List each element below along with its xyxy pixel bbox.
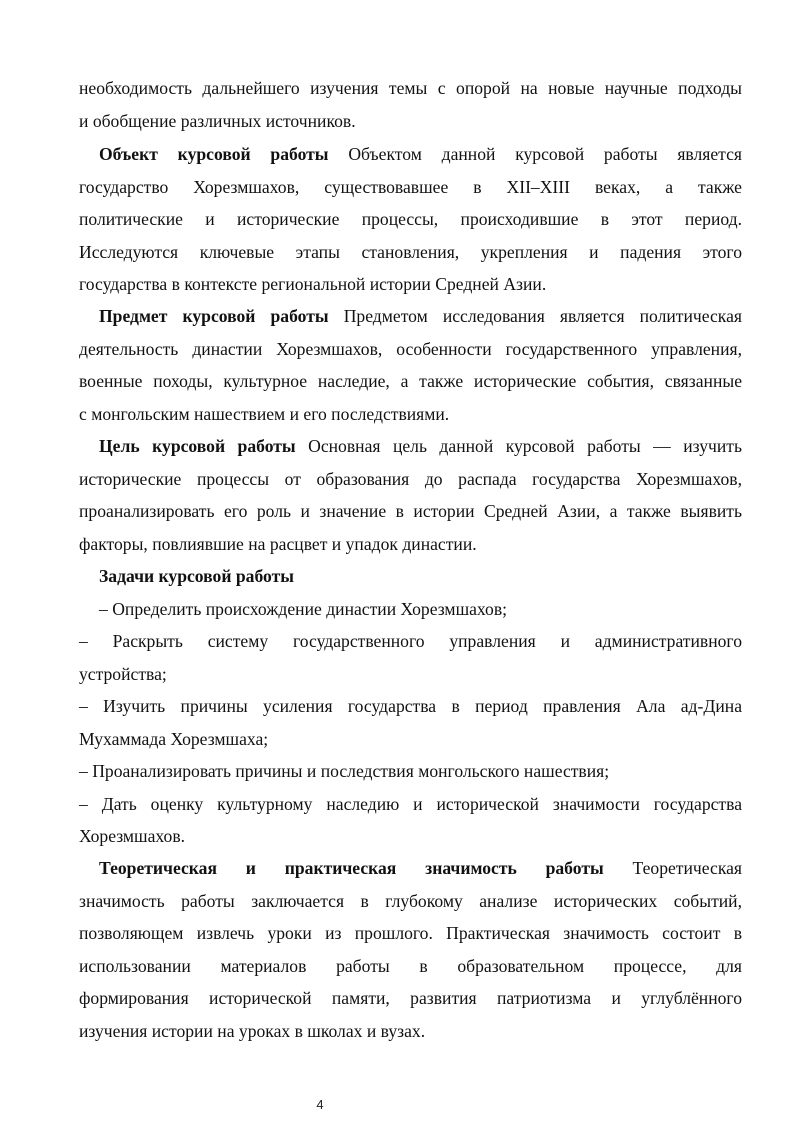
significance-heading: Теоретическая и практическая значимость работы	[99, 858, 604, 878]
text-line: деятельность династии Хорезмшахов, особенности государственного управления,	[79, 338, 742, 359]
text-line: необходимость дальнейшего изучения темы с опорой на новые научные подходы	[79, 78, 742, 98]
text-line: факторы, повлиявшие на расцвет и упадок династии.	[79, 533, 477, 554]
tasks-heading-text: Задачи курсовой работы	[99, 566, 294, 586]
text-line	[79, 138, 742, 171]
task-item: – Проанализировать причины и последствия монгольского нашествия;	[79, 761, 610, 781]
text-line: государство Хорезмшахов, существовавшее в XII–XIII веках, а также	[79, 176, 742, 197]
text-span: Объектом данной курсовой работы является	[348, 144, 742, 164]
goal-heading: Цель курсовой работы	[99, 436, 296, 456]
text-line	[79, 300, 742, 333]
task-item-continuation: Мухаммада Хорезмшаха;	[79, 728, 269, 749]
tasks-section	[79, 560, 742, 853]
text-line: военные походы, культурное наследие, а также исторические события, связанные	[79, 371, 742, 391]
task-item: – Раскрыть системy государственного управления и административного	[79, 631, 742, 651]
text-line: исторические процессы от образования до распада государства Хорезмшахов,	[79, 468, 742, 489]
significance-paragraph	[79, 852, 742, 1047]
intro-paragraph-end	[79, 72, 742, 137]
text-line: значимость работы заключается в глубокому анализе исторических событий,	[79, 890, 742, 911]
text-line: политические и исторические процессы, происходившие в этот период.	[79, 209, 742, 229]
object-heading: Объект курсовой работы	[99, 144, 329, 164]
task-item: – Определить происхождение династии Хорезмшахов;	[99, 598, 508, 619]
task-item-continuation: Хорезмшахов.	[79, 826, 186, 846]
text-line: государства в контексте региональной истории Средней Азии.	[79, 274, 547, 294]
task-item-continuation: устройства;	[79, 663, 167, 684]
text-line: проанализировать его роль и значение в истории Средней Азии, а также выявить	[79, 501, 742, 521]
task-item: – Изучить причины усиления государства в период правления Ала ад-Дина	[79, 696, 742, 716]
text-span: Предметом исследования является политическая	[343, 306, 742, 326]
text-span: Основная цель данной курсовой работы — изучить	[308, 436, 742, 456]
task-item: – Дать оценку культурному наследию и исторической значимости государства	[79, 793, 742, 814]
text-line	[79, 852, 742, 885]
object-paragraph	[79, 138, 742, 301]
text-line: и обобщение различных источников.	[79, 110, 356, 131]
text-line: изучения истории на уроках в школах и вузах.	[79, 1020, 426, 1041]
page-number: 4	[316, 1097, 324, 1112]
subject-paragraph	[79, 300, 742, 430]
text-line: с монгольским нашествием и его последствиями.	[79, 403, 450, 424]
text-span: Теоретическая	[632, 858, 742, 878]
tasks-heading	[79, 560, 742, 593]
text-line: формирования исторической памяти, развития патриотизма и углублённого	[79, 988, 742, 1008]
text-line: Исследуются ключевые этапы становления, укрепления и падения этого	[79, 241, 742, 262]
text-line: использовании материалов работы в образовательном процессе, для	[79, 955, 742, 976]
text-line: позволяющем извлечь уроки из прошлого. Практическая значимость состоит в	[79, 923, 742, 943]
subject-heading: Предмет курсовой работы	[99, 306, 329, 326]
text-line	[79, 430, 742, 463]
goal-paragraph	[79, 430, 742, 560]
